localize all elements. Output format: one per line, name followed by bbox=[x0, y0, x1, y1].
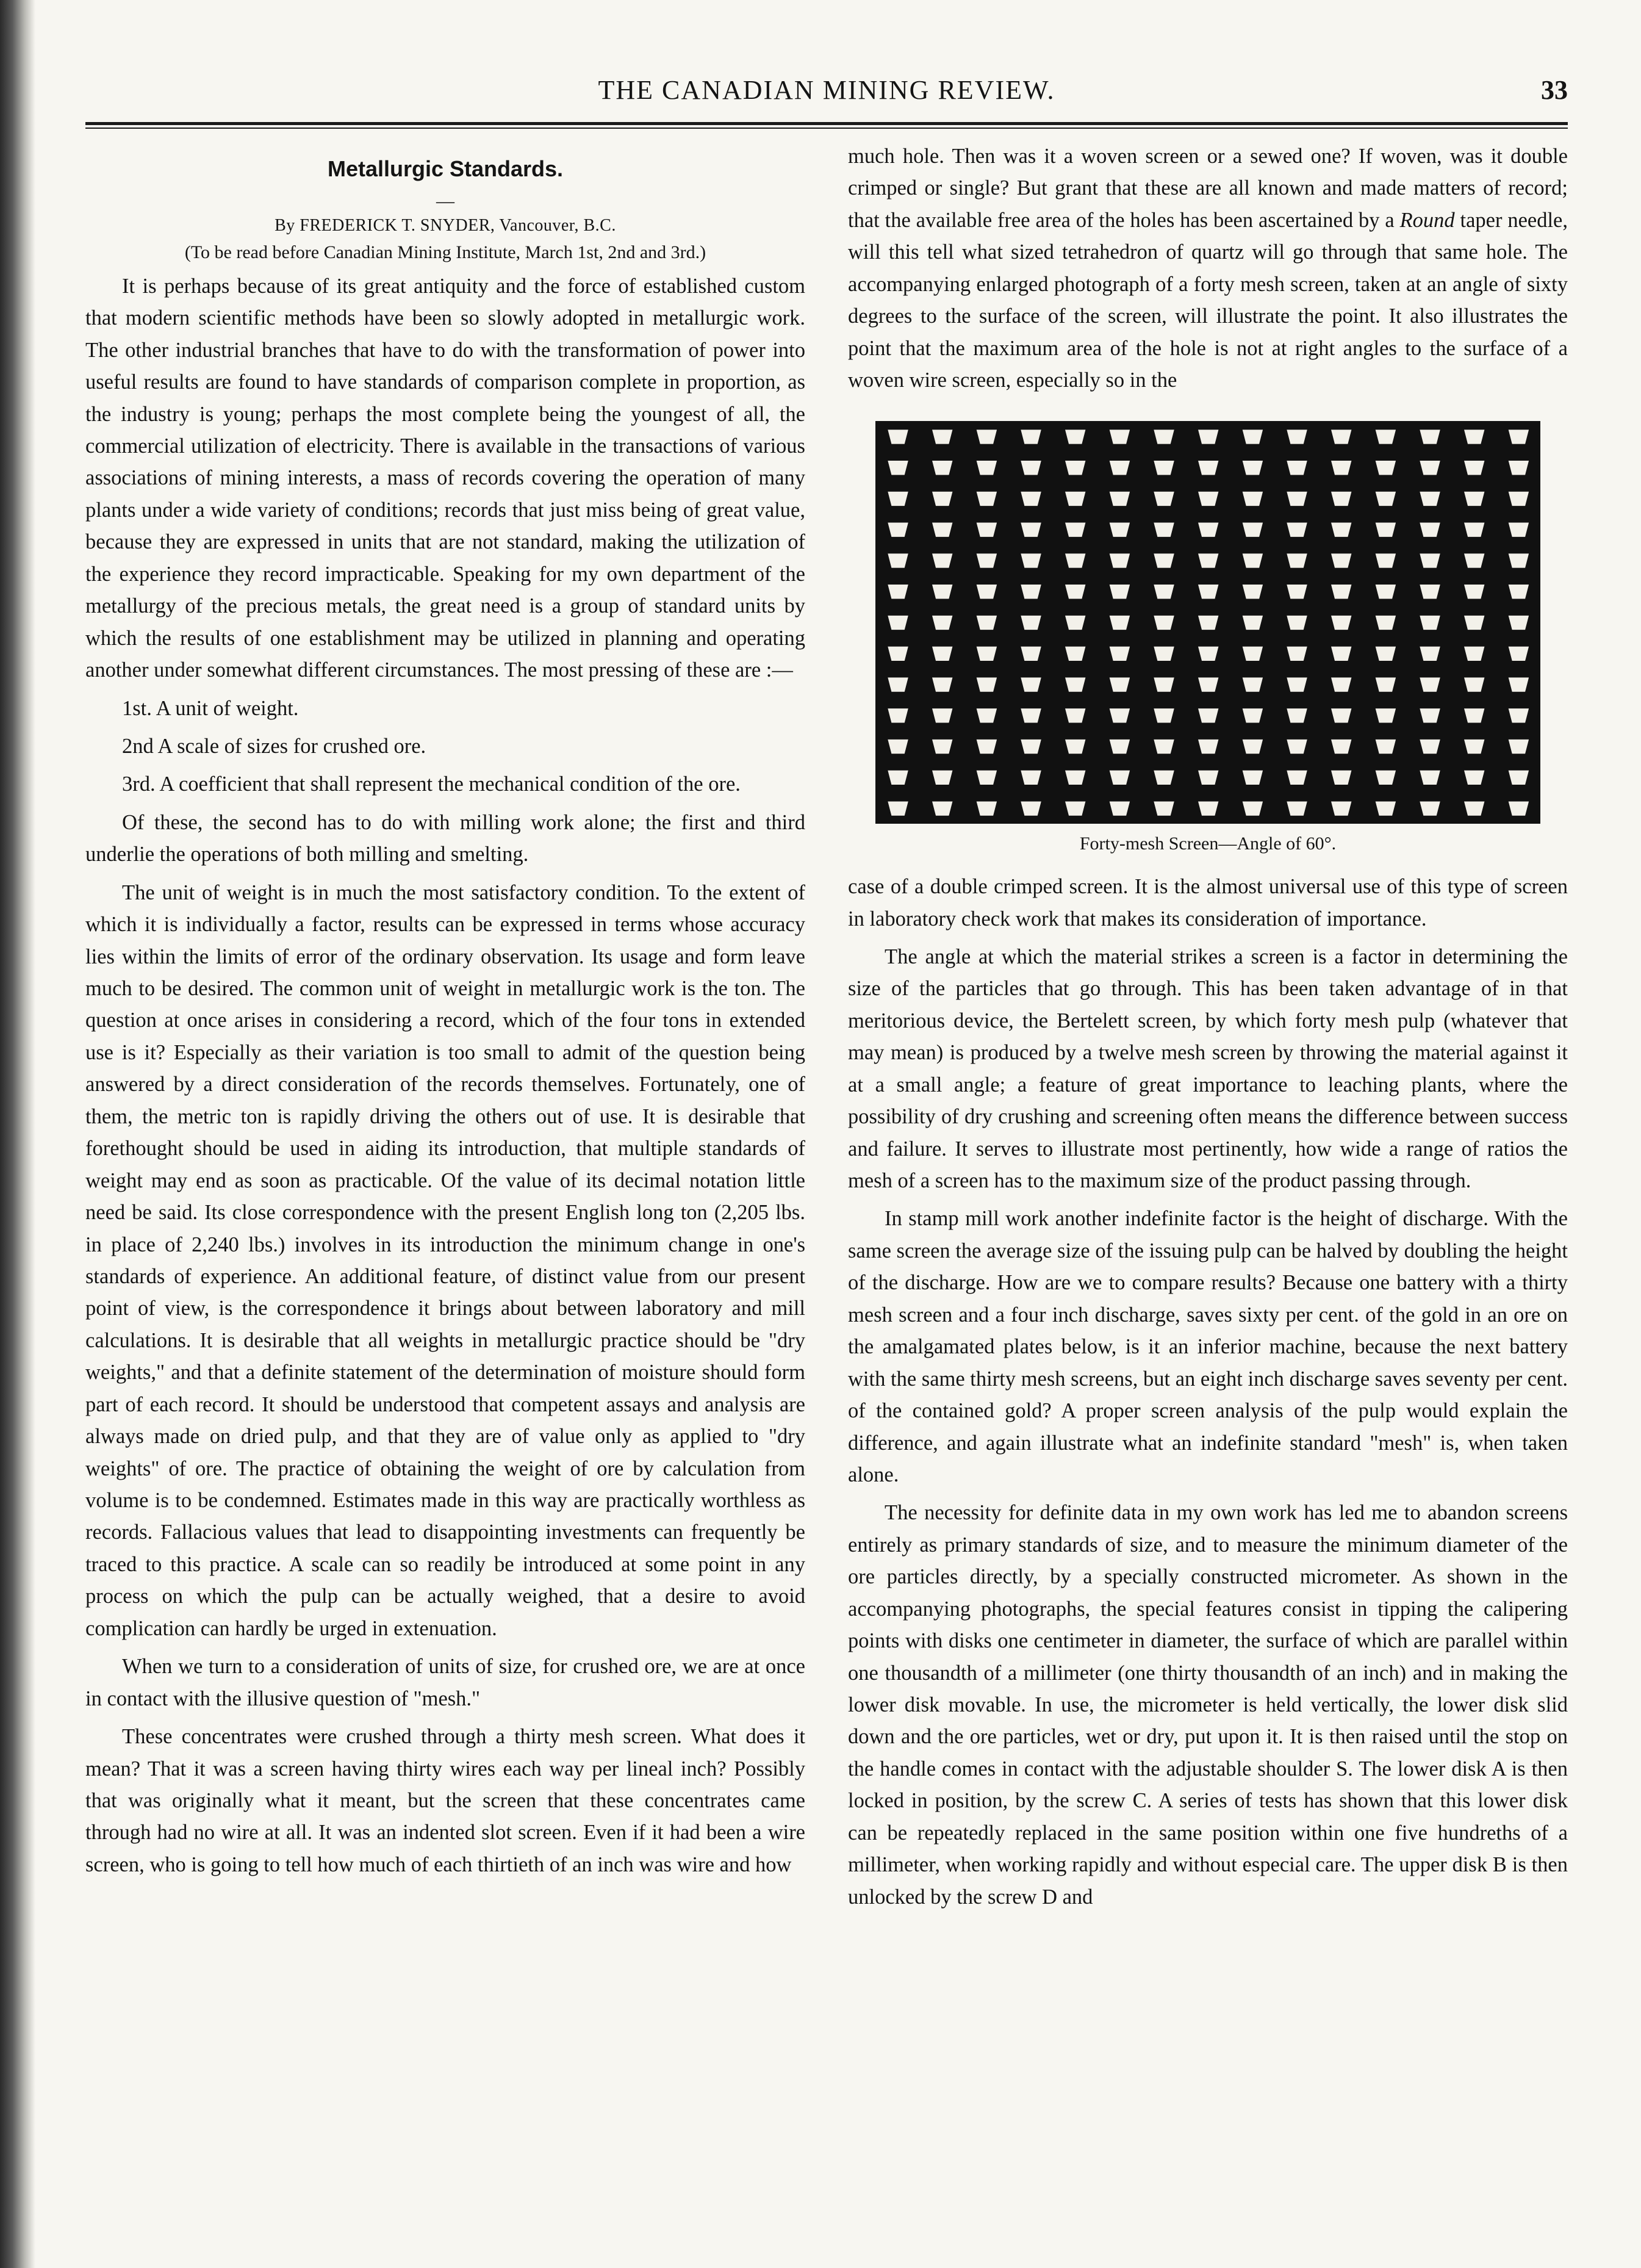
mesh-hole bbox=[1331, 770, 1351, 784]
mesh-hole bbox=[1376, 553, 1396, 567]
mesh-hole bbox=[1287, 553, 1307, 567]
mesh-hole bbox=[1331, 430, 1351, 444]
mesh-hole bbox=[888, 491, 908, 505]
mesh-hole bbox=[1110, 491, 1130, 505]
mesh-hole bbox=[1198, 801, 1218, 815]
mesh-hole bbox=[1464, 739, 1484, 753]
mesh-hole bbox=[1331, 739, 1351, 753]
mesh-hole bbox=[1154, 646, 1174, 660]
mesh-hole bbox=[1110, 739, 1130, 753]
mesh-hole bbox=[1331, 522, 1351, 536]
mesh-hole bbox=[977, 430, 997, 444]
mesh-hole bbox=[1509, 739, 1529, 753]
right-column bbox=[848, 140, 1568, 1919]
mesh-hole bbox=[1243, 585, 1263, 599]
left-column bbox=[85, 140, 805, 1887]
mesh-hole bbox=[1065, 460, 1085, 474]
figure-caption: Forty-mesh Screen—Angle of 60°. bbox=[1079, 833, 1337, 854]
mesh-hole bbox=[1154, 430, 1174, 444]
mesh-hole bbox=[977, 708, 997, 722]
mesh-hole bbox=[1065, 522, 1085, 536]
mesh-hole bbox=[1509, 615, 1529, 629]
mesh-hole bbox=[1065, 553, 1085, 567]
mesh-hole bbox=[1420, 770, 1440, 784]
mesh-hole bbox=[1110, 801, 1130, 815]
mesh-hole bbox=[1464, 522, 1484, 536]
mesh-hole bbox=[1110, 430, 1130, 444]
mesh-hole bbox=[888, 522, 908, 536]
mesh-hole bbox=[1110, 677, 1130, 691]
paragraph: The unit of weight is in much the most satisfactory condition. To the extent of which it is individually a factor, results can be expressed in terms whose accuracy lies within the limits of error of the ordinary observation. Its usage and form leave much to be desired. The common unit of weight in metallurgic work is the ton. The question at once arises in considering a record, which of the four tons in extended use is it? Especially as their variation is too small to admit of the question being answered by a direct consideration of the records themselves. Fortunately, one of them, the metric ton is rapidly driving the others out of use. It is desirable that forethought should be used in aiding its introduction, that multiple standards of weight may end as soon as practicable. Of the value of its decimal notation little need be said. Its close correspondence with the present English long ton (2,205 lbs. in place of 2,240 lbs.) involves in its introduction the minimum change in one's standards of experience. An additional feature, of distinct value from our present point of view, is the correspondence it brings about between laboratory and mill calculations. It is desirable that all weights in metallurgic practice should be "dry weights," and that a definite statement of the determination of moisture should form part of each record. It should be understood that competent assays and analysis are always made on dried pulp, and that they are of value only as applied to "dry weights" of ore. The practice of obtaining the weight of ore by calculation from volume is to be condemned. Estimates made in this way are practically worthless as records. Fallacious values that lead to disappointing investments can frequently be traced to this practice. A scale can so readily be introduced at some point in any process on which the pulp can be actually weighed, that a desire to avoid complication can hardly be urged in extenuation. bbox=[85, 880, 805, 1640]
mesh-hole bbox=[1420, 553, 1440, 567]
mesh-hole bbox=[1331, 491, 1351, 505]
mesh-hole bbox=[1198, 646, 1218, 660]
mesh-hole bbox=[1198, 585, 1218, 599]
mesh-hole bbox=[888, 770, 908, 784]
mesh-hole bbox=[888, 460, 908, 474]
mesh-hole bbox=[932, 522, 952, 536]
mesh-hole bbox=[1331, 708, 1351, 722]
mesh-hole bbox=[1243, 646, 1263, 660]
mesh-hole bbox=[1243, 522, 1263, 536]
paragraph: In stamp mill work another indefinite factor is the height of discharge. With the same screen the average size of the issuing pulp can be halved by doubling the height of the discharge. How are we to compare results? Because one battery with a thirty mesh screen and a four inch discharge, saves sixty per cent. of the gold in an ore on the amalgamated plates below, is it an inferior machine, because the next battery with the same thirty mesh screens, but an eight inch discharge saves seventy per cent. of the contained gold? A proper screen analysis of the pulp would explain the difference, and again illustrate what an indefinite standard "mesh" is, when taken alone. bbox=[848, 1207, 1568, 1486]
forty-mesh-screen-photo bbox=[875, 421, 1540, 824]
mesh-hole bbox=[888, 677, 908, 691]
mesh-hole bbox=[1198, 522, 1218, 536]
mesh-hole bbox=[1376, 646, 1396, 660]
mesh-hole bbox=[1287, 585, 1307, 599]
mesh-hole bbox=[1464, 770, 1484, 784]
page-number: 33 bbox=[1541, 75, 1568, 105]
mesh-hole bbox=[1509, 801, 1529, 815]
paragraph: Of these, the second has to do with milling work alone; the first and third underlie the operations of both milling and smelting. bbox=[85, 810, 805, 866]
mesh-hole bbox=[1464, 646, 1484, 660]
page-binding-shadow bbox=[0, 0, 35, 2268]
mesh-hole bbox=[1243, 615, 1263, 629]
mesh-hole bbox=[1376, 522, 1396, 536]
mesh-hole bbox=[1021, 460, 1041, 474]
mesh-hole bbox=[1509, 770, 1529, 784]
mesh-hole bbox=[1509, 460, 1529, 474]
paragraph: The angle at which the material strikes a screen is a factor in determining the size of the particles that go through. This has been taken advantage of in that meritorious device, the Bertelett screen, by which forty mesh pulp (whatever that may mean) is produced by a twelve mesh screen by throwing the material against it at a small angle; a feature of great importance to leaching plants, where the possibility of dry crushing and screening often means the difference between success and failure. It serves to illustrate most pertinently, how wide a range of ratios the mesh of a screen has to the maximum size of the product passing through. bbox=[848, 945, 1568, 1193]
mesh-hole bbox=[932, 460, 952, 474]
article-note: (To be read before Canadian Mining Institute, March 1st, 2nd and 3rd.) bbox=[184, 242, 706, 263]
mesh-hole bbox=[1376, 739, 1396, 753]
mesh-hole bbox=[977, 646, 997, 660]
italic-word: Round bbox=[1399, 208, 1455, 232]
mesh-hole bbox=[1287, 460, 1307, 474]
mesh-hole bbox=[1154, 491, 1174, 505]
mesh-hole bbox=[1154, 585, 1174, 599]
mesh-hole bbox=[1198, 770, 1218, 784]
mesh-hole bbox=[1331, 646, 1351, 660]
mesh-hole bbox=[1420, 646, 1440, 660]
mesh-hole bbox=[1065, 770, 1085, 784]
mesh-hole bbox=[1065, 585, 1085, 599]
paragraph: It is perhaps because of its great antiquity and the force of established custom that modern scientific methods have been so slowly adopted in metallurgic work. The other industrial branches that have to do with the transformation of power into useful results are found to have standards of comparison complete in proportion, as the industry is young; perhaps the most complete being the youngest of all, the commercial utilization of electricity. There is available in the transactions of various associations of mining interests, a mass of records covering the operation of many plants under a wide variety of conditions; records that just miss being of great value, because they are expressed in units that are not standard, making the utilization of the experience they record impracticable. Speaking for my own department of the metallurgy of the precious metals, the great need is a group of standard units by which the results of one establishment may be utilized in planning and operating another under somewhat different circumstances. The most pressing of these are :— bbox=[85, 274, 805, 682]
mesh-hole bbox=[1021, 430, 1041, 444]
mesh-hole bbox=[977, 553, 997, 567]
mesh-hole bbox=[1464, 677, 1484, 691]
paragraph: These concentrates were crushed through a thirty mesh screen. What does it mean? That it was a screen having thirty wires each way per lineal inch? Possibly that was originally what it meant, but the screen that these concentrates came through had no wire at all. It was an indented slot screen. Even if it had been a wire screen, who is going to tell how much of each thirtieth of an inch was wire and how bbox=[85, 1725, 805, 1876]
mesh-hole bbox=[1021, 801, 1041, 815]
mesh-hole bbox=[1509, 585, 1529, 599]
mesh-hole bbox=[1065, 491, 1085, 505]
mesh-hole bbox=[1420, 615, 1440, 629]
paragraph: When we turn to a consideration of units of size, for crushed ore, we are at once in contact with the illusive question of "mesh." bbox=[85, 1655, 805, 1710]
mesh-hole bbox=[1509, 522, 1529, 536]
mesh-hole bbox=[1154, 708, 1174, 722]
list-item: 3rd. A coefficient that shall represent the mechanical condition of the ore. bbox=[122, 772, 741, 796]
article-byline: By FREDERICK T. SNYDER, Vancouver, B.C. bbox=[275, 215, 616, 235]
mesh-hole bbox=[1110, 615, 1130, 629]
mesh-hole bbox=[1243, 491, 1263, 505]
mesh-hole bbox=[977, 677, 997, 691]
mesh-hole bbox=[1376, 801, 1396, 815]
list-item: 2nd A scale of sizes for crushed ore. bbox=[122, 734, 426, 758]
mesh-hole bbox=[1287, 770, 1307, 784]
mesh-hole bbox=[1331, 677, 1351, 691]
mesh-hole bbox=[1154, 770, 1174, 784]
mesh-hole bbox=[932, 430, 952, 444]
mesh-hole bbox=[1243, 553, 1263, 567]
mesh-hole bbox=[1331, 553, 1351, 567]
mesh-hole bbox=[1154, 615, 1174, 629]
mesh-hole bbox=[1464, 708, 1484, 722]
mesh-hole bbox=[1154, 460, 1174, 474]
mesh-hole bbox=[1198, 553, 1218, 567]
mesh-hole bbox=[1464, 430, 1484, 444]
mesh-hole bbox=[932, 708, 952, 722]
mesh-hole bbox=[1243, 739, 1263, 753]
mesh-hole bbox=[932, 677, 952, 691]
mesh-hole bbox=[1287, 522, 1307, 536]
mesh-hole bbox=[1021, 522, 1041, 536]
mesh-hole bbox=[1065, 615, 1085, 629]
mesh-hole bbox=[1509, 430, 1529, 444]
mesh-hole bbox=[1464, 460, 1484, 474]
mesh-hole bbox=[1376, 677, 1396, 691]
mesh-hole bbox=[1154, 553, 1174, 567]
mesh-hole bbox=[1198, 708, 1218, 722]
mesh-hole bbox=[1198, 615, 1218, 629]
mesh-hole bbox=[1021, 677, 1041, 691]
mesh-hole bbox=[1243, 708, 1263, 722]
mesh-hole bbox=[1509, 677, 1529, 691]
mesh-hole bbox=[1198, 460, 1218, 474]
mesh-hole bbox=[1376, 770, 1396, 784]
mesh-hole bbox=[977, 460, 997, 474]
mesh-hole bbox=[1110, 460, 1130, 474]
mesh-hole bbox=[1464, 553, 1484, 567]
mesh-hole bbox=[1420, 460, 1440, 474]
mesh-hole bbox=[1065, 646, 1085, 660]
mesh-hole bbox=[1198, 739, 1218, 753]
mesh-hole bbox=[1464, 491, 1484, 505]
mesh-hole bbox=[1420, 585, 1440, 599]
mesh-hole bbox=[1110, 522, 1130, 536]
mesh-hole bbox=[1287, 739, 1307, 753]
mesh-hole bbox=[888, 615, 908, 629]
running-title: THE CANADIAN MINING REVIEW. bbox=[598, 75, 1055, 105]
mesh-hole bbox=[1021, 770, 1041, 784]
mesh-hole bbox=[1243, 770, 1263, 784]
mesh-hole bbox=[1509, 491, 1529, 505]
mesh-hole bbox=[977, 522, 997, 536]
standards-list bbox=[85, 693, 805, 801]
mesh-hole bbox=[977, 585, 997, 599]
mesh-hole bbox=[1021, 585, 1041, 599]
mesh-hole bbox=[977, 739, 997, 753]
mesh-hole bbox=[1110, 770, 1130, 784]
mesh-hole bbox=[1065, 430, 1085, 444]
mesh-hole bbox=[1021, 646, 1041, 660]
mesh-hole bbox=[977, 770, 997, 784]
mesh-hole bbox=[1021, 615, 1041, 629]
paragraph bbox=[848, 140, 1568, 397]
mesh-hole bbox=[1110, 708, 1130, 722]
mesh-hole bbox=[977, 801, 997, 815]
mesh-hole bbox=[1420, 801, 1440, 815]
mesh-hole bbox=[888, 585, 908, 599]
mesh-hole bbox=[1331, 615, 1351, 629]
mesh-hole bbox=[1065, 677, 1085, 691]
mesh-hole bbox=[1509, 708, 1529, 722]
mesh-hole bbox=[1065, 739, 1085, 753]
mesh-hole bbox=[1420, 708, 1440, 722]
mesh-hole bbox=[1509, 646, 1529, 660]
mesh-hole bbox=[1154, 739, 1174, 753]
mesh-hole bbox=[1198, 430, 1218, 444]
mesh-hole bbox=[1065, 801, 1085, 815]
mesh-hole bbox=[1154, 801, 1174, 815]
mesh-hole bbox=[977, 491, 997, 505]
mesh-hole bbox=[1287, 430, 1307, 444]
mesh-hole bbox=[1287, 708, 1307, 722]
mesh-hole bbox=[1198, 677, 1218, 691]
mesh-hole bbox=[1110, 585, 1130, 599]
mesh-hole bbox=[1420, 430, 1440, 444]
mesh-hole bbox=[1154, 522, 1174, 536]
mesh-hole bbox=[1464, 801, 1484, 815]
mesh-hole bbox=[888, 430, 908, 444]
paragraph: The necessity for definite data in my own work has led me to abandon screens entirely as primary standards of size, and to measure the minimum diameter of the ore particles directly, by a specially constructed micrometer. As shown in the accompanying photographs, the special features consist in tipping the calipering points with disks one centimeter in diameter, the surface of which are parallel within one thousandth of a millimeter (one thirty thousandth of an inch) and in making the lower disk movable. In use, the micrometer is held vertically, the lower disk slid down and the ore particles, wet or dry, put upon it. It is then raised until the stop on the handle comes in contact with the adjustable shoulder S. The lower disk A is then locked in position, by the screw C. A series of tests has shown that this lower disk can be repeatedly replaced in the same position within one five hundreths of a millimeter, when working rapidly and without especial care. The upper disk B is then unlocked by the screw D and bbox=[848, 1501, 1568, 1909]
mesh-hole bbox=[1065, 708, 1085, 722]
mesh-hole bbox=[932, 801, 952, 815]
mesh-hole bbox=[888, 553, 908, 567]
mesh-hole bbox=[1287, 801, 1307, 815]
figure bbox=[848, 421, 1568, 858]
list-item: 1st. A unit of weight. bbox=[122, 696, 299, 720]
mesh-hole bbox=[1420, 677, 1440, 691]
mesh-hole bbox=[1243, 677, 1263, 691]
mesh-hole bbox=[1021, 553, 1041, 567]
mesh-hole bbox=[932, 770, 952, 784]
mesh-hole bbox=[1287, 491, 1307, 505]
mesh-hole bbox=[1376, 460, 1396, 474]
mesh-hole bbox=[1243, 460, 1263, 474]
mesh-hole bbox=[932, 615, 952, 629]
text-run: taper needle, will this tell what sized tetrahedron of quartz will go through that same hole. The accompanying enlarged photograph of a forty mesh screen, taken at an angle of sixty degrees to the surface of the screen, will illustrate the point. It also illustrates the point that the maximum area of the hole is not at right angles to the surface of a woven wire screen, especially so in the bbox=[848, 208, 1568, 392]
title-dash: — bbox=[436, 190, 454, 211]
header-rule bbox=[85, 122, 1568, 129]
mesh-hole bbox=[1376, 491, 1396, 505]
mesh-hole bbox=[1420, 522, 1440, 536]
mesh-hole bbox=[1287, 615, 1307, 629]
mesh-hole bbox=[1110, 553, 1130, 567]
mesh-hole bbox=[888, 708, 908, 722]
mesh-hole bbox=[1376, 585, 1396, 599]
mesh-hole bbox=[1509, 553, 1529, 567]
mesh-hole bbox=[977, 615, 997, 629]
mesh-hole bbox=[1243, 801, 1263, 815]
mesh-hole bbox=[1376, 430, 1396, 444]
mesh-hole bbox=[1464, 615, 1484, 629]
mesh-hole bbox=[1021, 491, 1041, 505]
mesh-hole bbox=[1420, 491, 1440, 505]
mesh-hole bbox=[1287, 677, 1307, 691]
mesh-hole bbox=[1287, 646, 1307, 660]
mesh-hole bbox=[932, 553, 952, 567]
mesh-hole bbox=[1376, 615, 1396, 629]
mesh-hole bbox=[888, 646, 908, 660]
mesh-hole bbox=[932, 646, 952, 660]
paragraph: case of a double crimped screen. It is the almost universal use of this type of screen in laboratory check work that makes its consideration of importance. bbox=[848, 875, 1568, 931]
article-title: Metallurgic Standards. bbox=[327, 156, 564, 181]
mesh-hole bbox=[888, 801, 908, 815]
mesh-hole bbox=[1331, 460, 1351, 474]
mesh-hole bbox=[1198, 491, 1218, 505]
mesh-hole bbox=[1331, 585, 1351, 599]
mesh-hole bbox=[1154, 677, 1174, 691]
text-run: much hole. Then was it a woven screen or a sewed one? If woven, was it double crimped or single? But grant that these are all known and made matters of record; that the available free area of the holes has been ascertained by a bbox=[848, 145, 1568, 232]
mesh-hole bbox=[932, 739, 952, 753]
mesh-hole bbox=[1376, 708, 1396, 722]
mesh-hole bbox=[1464, 585, 1484, 599]
mesh-hole bbox=[1331, 801, 1351, 815]
mesh-hole bbox=[932, 585, 952, 599]
mesh-hole bbox=[1021, 739, 1041, 753]
page-header bbox=[85, 68, 1568, 116]
mesh-hole bbox=[1243, 430, 1263, 444]
mesh-hole bbox=[932, 491, 952, 505]
mesh-hole bbox=[1021, 708, 1041, 722]
mesh-hole bbox=[888, 739, 908, 753]
mesh-hole bbox=[1420, 739, 1440, 753]
mesh-hole bbox=[1110, 646, 1130, 660]
